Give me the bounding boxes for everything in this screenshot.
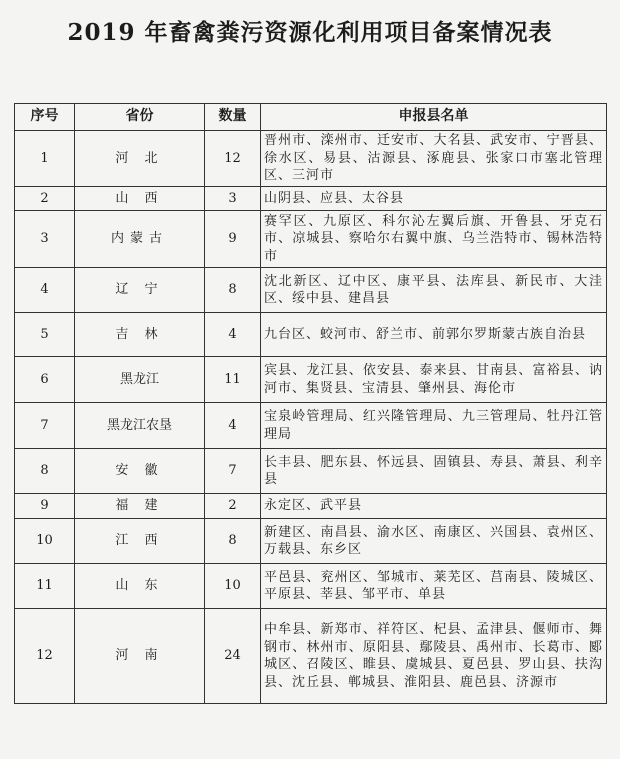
row-province: 安 徽 [75,449,205,494]
row-serial: 9 [15,494,75,519]
row-count: 9 [205,211,261,268]
row-count: 2 [205,494,261,519]
table-row [15,187,607,211]
row-county-names: 晋州市、滦州市、迁安市、大名县、武安市、宁晋县、徐水区、易县、沽源县、涿鹿县、张家口市塞北管理区、三河市 [261,131,607,187]
row-province: 山 西 [75,187,205,211]
row-count: 4 [205,403,261,449]
row-province: 辽 宁 [75,268,205,313]
table-row [15,313,607,357]
row-county-names: 宝泉岭管理局、红兴隆管理局、九三管理局、牡丹江管理局 [261,403,607,449]
row-serial: 8 [15,449,75,494]
table-row [15,357,607,403]
table-row [15,211,607,268]
row-province: 吉 林 [75,313,205,357]
table-row [15,403,607,449]
row-province: 福 建 [75,494,205,519]
table-row [15,609,607,704]
row-county-names: 新建区、南昌县、渝水区、南康区、兴国县、袁州区、万载县、东乡区 [261,519,607,564]
header-serial: 序号 [15,104,75,131]
row-county-names: 永定区、武平县 [261,494,607,519]
row-province: 江 西 [75,519,205,564]
row-county-names: 宾县、龙江县、依安县、泰来县、甘南县、富裕县、讷河市、集贤县、宝清县、肇州县、海伦市 [261,357,607,403]
row-serial: 6 [15,357,75,403]
row-county-names: 山阴县、应县、太谷县 [261,187,607,211]
row-serial: 2 [15,187,75,211]
row-serial: 3 [15,211,75,268]
row-province: 黑龙江农垦 [75,403,205,449]
table-row [15,449,607,494]
row-count: 10 [205,564,261,609]
row-county-names: 长丰县、肥东县、怀远县、固镇县、寿县、萧县、利辛县 [261,449,607,494]
row-county-names: 赛罕区、九原区、科尔沁左翼后旗、开鲁县、牙克石市、凉城县、察哈尔右翼中旗、乌兰浩特市、锡林浩特市 [261,211,607,268]
table-row [15,519,607,564]
table-row [15,564,607,609]
row-count: 3 [205,187,261,211]
row-serial: 7 [15,403,75,449]
table-header-row [15,104,607,131]
row-county-names: 沈北新区、辽中区、康平县、法库县、新民市、大洼区、绥中县、建昌县 [261,268,607,313]
row-serial: 11 [15,564,75,609]
row-count: 12 [205,131,261,187]
row-count: 8 [205,268,261,313]
row-serial: 4 [15,268,75,313]
row-serial: 10 [15,519,75,564]
row-count: 4 [205,313,261,357]
row-county-names: 九台区、蛟河市、舒兰市、前郭尔罗斯蒙古族自治县 [261,313,607,357]
table-row [15,268,607,313]
row-province: 河 南 [75,609,205,704]
row-serial: 12 [15,609,75,704]
row-county-names: 平邑县、兖州区、邹城市、莱芜区、莒南县、陵城区、平原县、莘县、邹平市、单县 [261,564,607,609]
record-table [14,103,607,704]
row-county-names: 中牟县、新郑市、祥符区、杞县、孟津县、偃师市、舞钢市、林州市、原阳县、鄢陵县、禹州市、长葛市、郾城区、召陵区、睢县、虞城县、夏邑县、罗山县、扶沟县、沈丘县、郸城县、淮阳县、鹿邑县、济源市 [261,609,607,704]
table-row [15,494,607,519]
header-count: 数量 [205,104,261,131]
row-count: 7 [205,449,261,494]
header-county-list: 申报县名单 [261,104,607,131]
row-serial: 5 [15,313,75,357]
row-serial: 1 [15,131,75,187]
header-province: 省份 [75,104,205,131]
document-title: 2019 年畜禽粪污资源化利用项目备案情况表 [67,19,553,46]
row-province: 山 东 [75,564,205,609]
row-province: 河 北 [75,131,205,187]
row-count: 8 [205,519,261,564]
row-province: 黑龙江 [75,357,205,403]
table-row [15,131,607,187]
row-count: 24 [205,609,261,704]
row-province: 内蒙古 [75,211,205,268]
row-count: 11 [205,357,261,403]
